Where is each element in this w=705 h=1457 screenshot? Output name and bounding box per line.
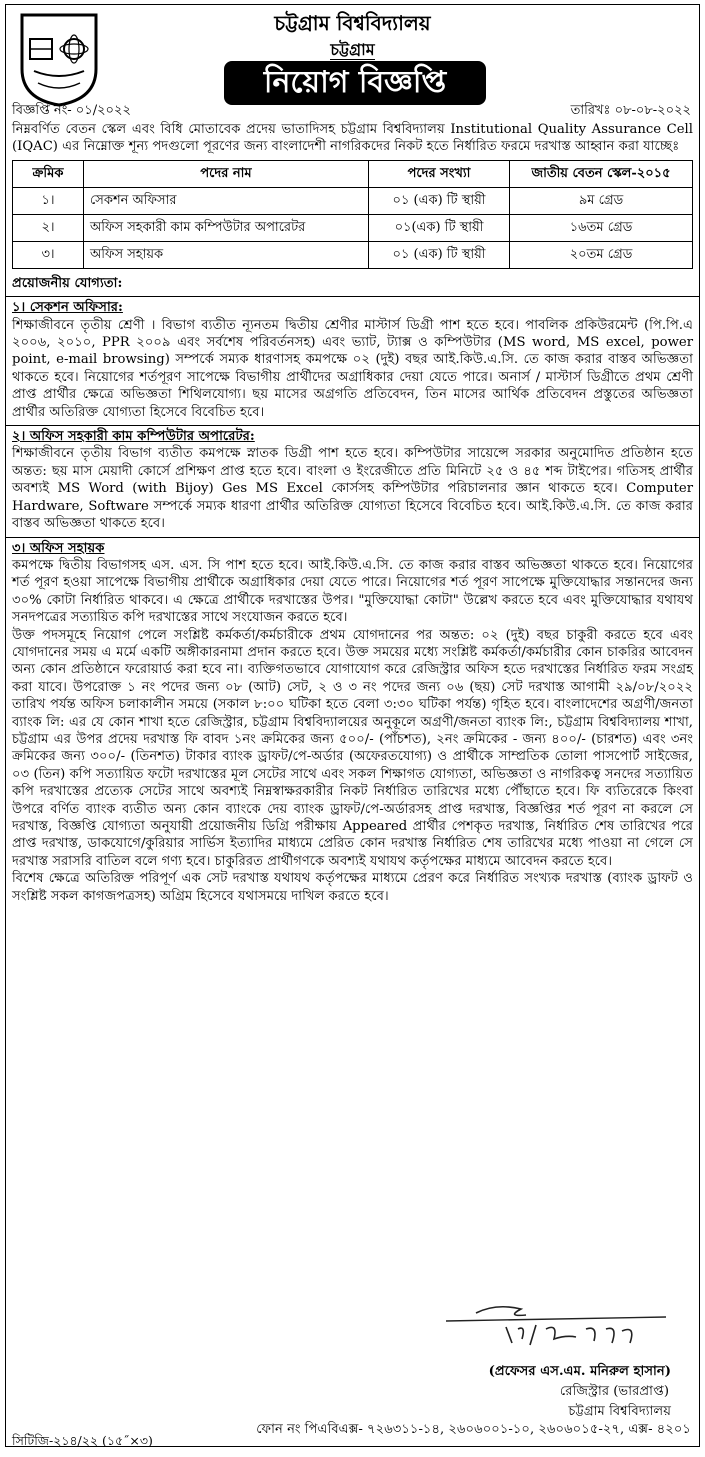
university-name: চট্টগ্রাম বিশ্ববিদ্যালয় <box>274 11 431 35</box>
table-header: পদের নাম <box>84 160 369 187</box>
general-paragraph: উক্ত পদসমূহে নিয়োগ পেলে সংশ্লিষ্ট কর্মকর্তা/কর্মচারীকে প্রথম যোগদানের পর অন্তত: ০২ (দুই) বছর চাকুরী করতে হবে এবং যোগদানের সময় এ মর্মে একটি অঙ্গীকারনামা প্রদান করতে হবে। উক্ত সময়ের মধ্যে সংশ্লিষ্ট কর্মকর্তা/কর্মচারীর কোন চাকরির আবেদন অন্য কোন প্রতিষ্ঠানে ফরোয়ার্ড করা হবে না। ব্যক্তিগতভাবে যোগাযোগ করে রেজিস্ট্রার অফিস হতে দরখাস্তের নির্ধারিত ফরম সংগ্রহ করা যাবে। উপরোক্ত ১ নং পদের জন্য ০৮ (আট) সেট, ২ ও ৩ নং পদের জন্য ০৬ (ছয়) সেট দরখাস্ত আগামী ২৯/০৮/২০২২ তারিখ পর্যন্ত অফিস চলাকালীন সময়ে (সকাল ৮:০০ ঘটিকা হতে বেলা ৩:৩০ ঘটিকা পর্যন্ত) গৃহিত হবে। বাংলাদেশের অগ্রণী/জনতা ব্যাংক লি: এর যে কোন শাখা হতে রেজিস্ট্রার, চট্টগ্রাম বিশ্ববিদ্যালয়ের অনুকূলে অগ্রণী/জনতা ব্যাংক লি:, চট্টগ্রাম বিশ্ববিদ্যালয় শাখা, চট্টগ্রাম এর উপর প্রদেয় দরখাস্ত ফি বাবদ ১নং ক্রমিকের জন্য ৫০০/- (পাঁচশত), ২নং ক্রমিকের - জন্য ৪০০/- (চারশত) এবং ৩নং ক্রমিকের জন্য ৩০০/- (তিনশত) টাকার ব্যাংক ড্রাফট/পে-অর্ডার (অফেরতযোগ্য) ও প্রার্থীকে সাম্প্রতিক তোলা পাসপোর্ট সাইজের, ০৩ (তিন) কপি সত্যায়িত ফটো দরখাস্তের মূল সেটের সাথে এবং সকল শিক্ষাগত যোগ্যতা, অভিজ্ঞতা ও নাগরিকত্ব সনদের সত্যায়িত কপি দরখাস্তের প্রত্যেক সেটের সাথে অবশ্যই নিম্নস্বাক্ষরকারীর নিকট নির্ধারিত তারিখের মধ্যে পৌঁছাতে হবে। ফি ব্যতিরেকে কিংবা উপরে বর্ণিত ব্যাংক ব্যতীত অন্য কোন ব্যাংকে দেয় ব্যাংক ড্রাফট/পে-অর্ডারসহ প্রাপ্ত দরখাস্ত, বিজ্ঞপ্তির শর্ত পূরণ না করলে সে দরখাস্ত, বিজ্ঞপ্তি যোগ্যতা অনুযায়ী প্রয়োজনীয় ডিগ্রি পরীক্ষায় Appeared প্রার্থীর পেশকৃত দরখাস্ত, নির্ধারিত শেষ তারিখের পরে প্রাপ্ত দরখাস্ত, ডাকযোগে/কুরিয়ার সার্ভিস ইত্যাদির মাধ্যমে প্রেরিত কোন দরখাস্ত নির্ধারিত শেষ তারিখের মধ্যে পাওয়া না গেলে সে দরখাস্ত সরাসরি বাতিল বলে গণ্য হবে। চাকুরিরত প্রার্থীগণকে অবশ্যই যথাযথ কর্তৃপক্ষের মাধ্যমে আবেদন করতে হবে। <box>12 627 693 869</box>
notice-banner: নিয়োগ বিজ্ঞপ্তি <box>224 61 486 105</box>
signatory-name: (প্রফেসর এস.এম. মনিরুল হাসান) <box>488 1364 671 1379</box>
table-cell: ৯ম গ্রেড <box>510 187 693 214</box>
table-header: পদের সংখ্যা <box>369 160 510 187</box>
posts-table <box>12 160 693 269</box>
table-header: ক্রমিক <box>13 160 84 187</box>
section-text: শিক্ষাজীবনে তৃতীয় বিভাগ ব্যতীত কমপক্ষে স্নাতক ডিগ্রী পাশ হতে হবে। কম্পিউটার সায়েন্সে সরকার অনুমোদিত প্রতিষ্ঠান হতে অন্তত: ছয় মাস মেয়াদী কোর্সে প্রশিক্ষণ প্রাপ্ত হতে হবে। বাংলা ও ইংরেজীতে প্রতি মিনিটে ২৫ ও ৪৫ শব্দ টাইপের। গতিসহ প্রার্থীর অবশ্যই MS Word (with Bijoy) Ges MS Excel কোর্সসহ কম্পিউটার পরিচালনার জ্ঞান থাকতে হবে। Computer Hardware, Software সম্পর্কে সম্যক ধারণা প্রার্থীর অতিরিক্ত যোগ্যতা হিসেবে বিবেচিত হবে। আই.কিউ.এ.সি. তে কাজ করার বাস্তব অভিজ্ঞতা থাকতে হবে। <box>12 446 693 532</box>
general-paragraph: বিশেষ ক্ষেত্রে অতিরিক্ত পরিপূর্ণ এক সেট দরখাস্ত যথাযথ কর্তৃপক্ষের মাধ্যমে প্রেরণ করে নির্ধারিত সংখ্যক দরখাস্ত (ব্যাংক ড্রাফট ও সংশ্লিষ্ট সকল কাগজপত্রসহ) অগ্রিম হিসেবে যথাসময়ে দাখিল করতে হবে। <box>12 871 693 904</box>
section-officer <box>6 296 699 421</box>
notice-page <box>5 4 700 1447</box>
section-title: ৩। অফিস সহায়ক <box>12 540 105 556</box>
section-text: শিক্ষাজীবনে তৃতীয় শ্রেণী । বিভাগ ব্যতীত ন্যূনতম দ্বিতীয় শ্রেণীর মাস্টার্স ডিগ্রী পাশ হতে হবে। পাবলিক প্রকিউরমেন্ট (পি.পি.এ ২০০৬, ২০১০, PPR ২০০৯ এবং সর্বশেষ পরিবর্তনসহ) এবং ভ্যাট, ট্যাক্স ও কম্পিউটার (MS word, MS excel, power point, e-mail browsing) সম্পর্কে সম্যক ধারণাসহ কমপক্ষে ০২ (দুই) বছর আই.কিউ.এ.সি. তে কাজ করার বাস্তব অভিজ্ঞতা থাকতে হবে। নিয়োগের শর্তপূরণ সাপেক্ষে বিভাগীয় প্রার্থীদের অগ্রাধিকার দেয়া যেতে পারে। অনার্স / মাস্টার্স ডিগ্রীতে প্রথম শ্রেণী প্রাপ্ত প্রার্থীর ক্ষেত্রে অভিজ্ঞতা শিথিলযোগ্য। ছয় মাসের অগ্রগতি প্রতিবেদন, তিন মাসের আর্থিক প্রতিবেদন প্রস্তুতের অভিজ্ঞতা প্রার্থীর অতিরিক্ত যোগ্যতা হিসেবে বিবেচিত হবে। <box>12 317 693 420</box>
section-office-assistant-computer-operator <box>6 425 699 532</box>
qualifications-title: প্রয়োজনীয় যোগ্যতা: <box>12 275 123 291</box>
table-cell: অফিস সহায়ক <box>84 241 369 268</box>
table-header-row <box>13 160 693 187</box>
table-cell: ২০তম গ্রেড <box>510 241 693 268</box>
section-text: কমপক্ষে দ্বিতীয় বিভাগসহ এস. এস. সি পাশ হতে হবে। আই.কিউ.এ.সি. তে কাজ করার বাস্তব অভিজ্ঞতা থাকতে হবে। নিয়োগের শর্ত পূরণ হওয়া সাপেক্ষে বিভাগীয় প্রার্থীকে অগ্রাধিকার দেয়া যেতে পারে। নিয়োগের শর্ত পূরণ সাপেক্ষে মুক্তিযোদ্ধার সন্তানদের জন্য ৩০% কোটা নির্ধারিত থাকবে। এ ক্ষেত্রে প্রার্থীকে দরখাস্তের উপর। "মুক্তিযোদ্ধা কোটা" উল্লেখ করতে হবে এবং মুক্তিযোদ্ধার যথাযথ সনদপত্রের সত্যায়িত কপি দরখাস্তের সাথে সংযোজন করতে হবে। <box>12 557 693 626</box>
table-cell: অফিস সহকারী কাম কম্পিউটার অপারেটর <box>84 214 369 241</box>
section-title: ১। সেকশন অফিসার: <box>12 300 123 316</box>
phone-numbers: ফোন নং পিএবিএক্স- ৭২৬৩১১-১৪, ২৬০৬০০১-১০, ২৬০৬০১৫-২৭, এক্স- ৪২০১ <box>256 1422 691 1437</box>
table-cell: ০১ (এক) টি স্থায়ী <box>369 241 510 268</box>
table-cell: ০১ (এক) টি স্থায়ী <box>369 187 510 214</box>
table-header: জাতীয় বেতন স্কেল-২০১৫ <box>510 160 693 187</box>
table-cell: ০১(এক) টি স্থায়ী <box>369 214 510 241</box>
general-instructions <box>12 627 693 906</box>
table-row <box>13 241 693 268</box>
table-cell: ৩। <box>13 241 84 268</box>
table-cell: ১। <box>13 187 84 214</box>
table-cell: সেকশন অফিসার <box>84 187 369 214</box>
handwritten-signature <box>426 1295 686 1355</box>
table-row <box>13 214 693 241</box>
section-title: ২। অফিস সহকারী কাম কম্পিউটার অপারেটর: <box>12 429 255 445</box>
header <box>6 5 699 118</box>
section-office-helper <box>6 537 699 627</box>
intro-paragraph: নিম্নবর্ণিত বেতন স্কেল এবং বিধি মোতাবেক প্রদেয় ভাতাদিসহ চট্টগ্রাম বিশ্ববিদ্যালয় Institutional Quality Assurance Cell (IQAC) এর নিম্নোক্ত শূন্য পদগুলো পূরণের জন্য বাংলাদেশী নাগরিকদের নিকট হতে নির্ধারিত ফরমে দরখাস্ত আহ্বান করা যাচ্ছেঃ <box>12 122 693 155</box>
table-cell: ২। <box>13 214 84 241</box>
notice-body <box>12 121 693 905</box>
university-city <box>6 37 699 64</box>
table-cell: ১৬তম গ্রেড <box>510 214 693 241</box>
ad-code: সিটিজি-২১৪/২২ (১৫˝×৩) <box>12 1433 153 1448</box>
signatory-university: চট্টগ্রাম বিশ্ববিদ্যালয় <box>568 1404 671 1419</box>
university-city-text: চট্টগ্রাম <box>330 40 375 59</box>
notice-date: তারিখঃ ০৮-০৮-২০২২ <box>570 103 691 118</box>
table-row <box>13 187 693 214</box>
notice-number: বিজ্ঞপ্তি নং- ০১/২০২২ <box>12 103 131 118</box>
signatory-title: রেজিস্ট্রার (ভারপ্রাপ্ত) <box>559 1384 669 1399</box>
